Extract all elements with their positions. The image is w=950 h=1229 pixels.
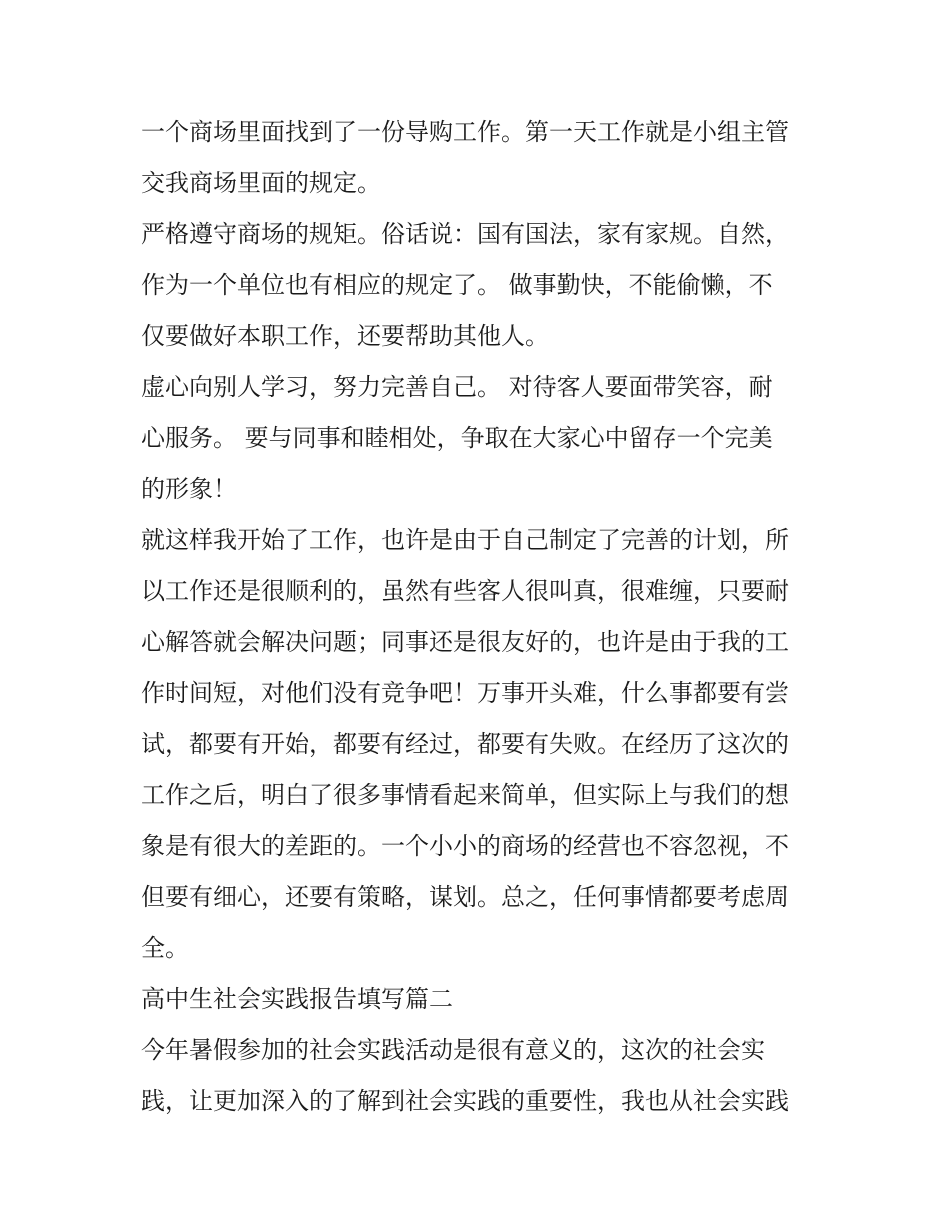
text-line: 虚心向别人学习，努力完善自己。 对待客人要面带笑容，耐 [141,373,773,401]
text-line: 作为一个单位也有相应的规定了。 做事勤快，不能偷懒，不 [141,271,773,299]
document-body [141,107,821,1127]
text-line: 仅要做好本职工作，还要帮助其他人。 [141,322,549,350]
text-line: 一个商场里面找到了一份导购工作。第一天工作就是小组主管 [141,118,789,146]
text-line: 严格遵守商场的规矩。俗话说：国有国法，家有家规。自然， [141,220,789,248]
text-line: 今年暑假参加的社会实践活动是很有意义的，这次的社会实 [141,1036,765,1064]
text-line: 交我商场里面的规定。 [141,169,381,197]
section-heading: 高中生社会实践报告填写篇二 [141,985,453,1013]
text-line: 工作之后，明白了很多事情看起来简单，但实际上与我们的想 [141,781,789,809]
text-line: 的形象！ [141,475,237,503]
text-line: 但要有细心，还要有策略，谋划。总之，任何事情都要考虑周 [141,883,789,911]
text-line: 心服务。 要与同事和睦相处，争取在大家心中留存一个完美 [141,424,773,452]
text-line: 践，让更加深入的了解到社会实践的重要性，我也从社会实践 [141,1087,789,1115]
text-line: 心解答就会解决问题；同事还是很友好的，也许是由于我的工 [141,628,789,656]
text-line: 象是有很大的差距的。一个小小的商场的经营也不容忽视，不 [141,832,789,860]
text-line: 全。 [141,934,189,962]
text-line: 以工作还是很顺利的，虽然有些客人很叫真，很难缠，只要耐 [141,577,789,605]
text-line: 作时间短，对他们没有竞争吧！万事开头难，什么事都要有尝 [141,679,789,707]
text-line: 就这样我开始了工作，也许是由于自己制定了完善的计划，所 [141,526,789,554]
text-line: 试，都要有开始，都要有经过，都要有失败。在经历了这次的 [141,730,789,758]
